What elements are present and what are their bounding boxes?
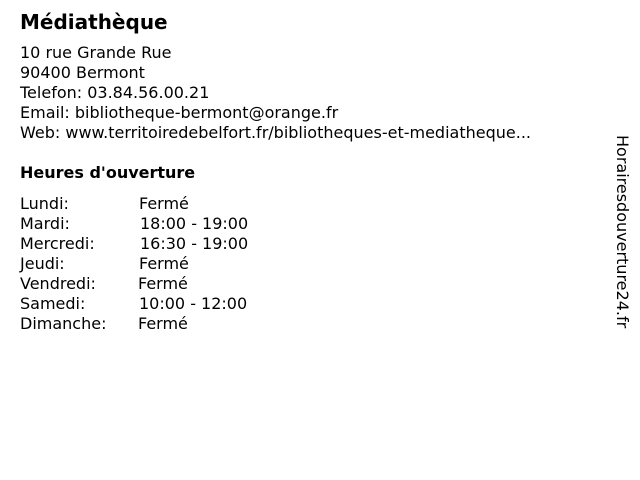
day-label: Jeudi: [20, 254, 65, 273]
hours-heading: Heures d'ouverture [20, 163, 196, 182]
time-value: Fermé [139, 254, 189, 273]
phone-number: Telefon: 03.84.56.00.21 [20, 83, 210, 102]
time-value: Fermé [138, 274, 188, 293]
address-street: 10 rue Grande Rue [20, 43, 172, 62]
time-value: Fermé [138, 314, 188, 333]
time-value: 18:00 - 19:00 [140, 214, 249, 233]
website-link: Web: www.territoiredebelfort.fr/bibliotheques-et-mediatheque... [20, 123, 531, 142]
address-city: 90400 Bermont [20, 63, 145, 82]
time-value: 10:00 - 12:00 [139, 294, 248, 313]
email-address: Email: bibliotheque-bermont@orange.fr [20, 103, 339, 122]
day-label: Vendredi: [20, 274, 96, 293]
contact-info [20, 43, 531, 143]
day-label: Dimanche: [20, 314, 107, 333]
day-label: Mercredi: [20, 234, 95, 253]
day-label: Lundi: [20, 194, 69, 213]
time-value: Fermé [139, 194, 189, 213]
time-value: 16:30 - 19:00 [140, 234, 249, 253]
day-label: Mardi: [20, 214, 70, 233]
page-title: Médiathèque [20, 10, 168, 34]
day-label: Samedi: [20, 294, 86, 313]
site-watermark: Horairesdouverture24.fr [613, 135, 632, 329]
